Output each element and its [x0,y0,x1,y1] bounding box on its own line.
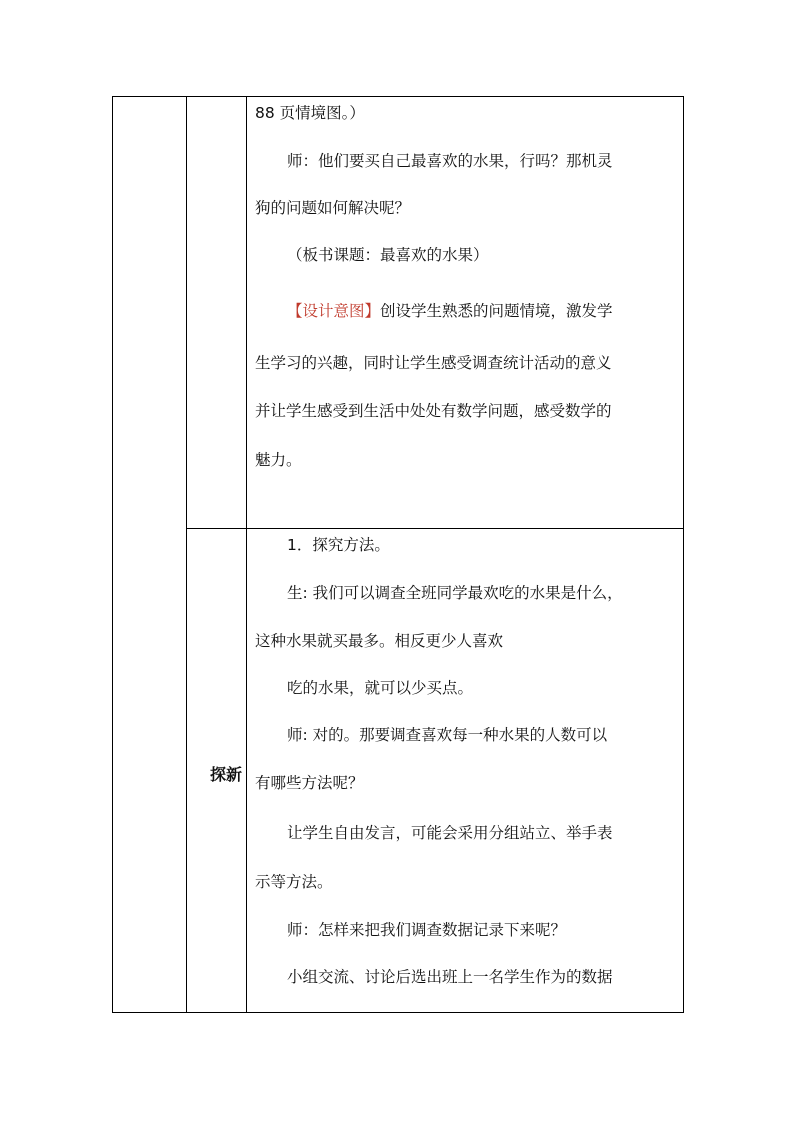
text-line: 师：怎样来把我们调查数据记录下来呢？ [287,921,567,939]
design-intent-line [255,301,613,321]
text-line: 并让学生感受到生活中处处有数学问题，感受数学的 [255,402,612,420]
text-line: 师: 对的。那要调查喜欢每一种水果的人数可以 [287,726,608,744]
text-line: 示等方法。 [255,873,333,891]
text-line: 有哪些方法呢？ [255,774,364,792]
text-line: 1．探究方法。 [287,536,390,554]
design-intent-tag: 【设计意图】 [287,302,381,320]
text-line: 狗的问题如何解决呢？ [255,199,411,217]
text-line: 生学习的兴趣，同时让学生感受调查统计活动的意义 [255,354,612,372]
section-label-explore: 探新 [209,765,242,784]
text-line: 师：他们要买自己最喜欢的水果，行吗？那机灵 [287,152,613,170]
text-line: 生: 我们可以调查全班同学最欢吃的水果是什么， [287,584,623,602]
text-line: 让学生自由发言，可能会采用分组站立、举手表 [287,824,613,842]
text-line: 吃的水果，就可以少买点。 [287,679,474,697]
lesson-table [112,96,684,1013]
text-line: （板书课题：最喜欢的水果） [287,246,489,264]
column-divider-2 [246,97,247,1012]
row-divider [186,528,683,529]
text-line: 小组交流、讨论后选出班上一名学生作为的数据 [287,968,613,986]
text-line: 这种水果就买最多。相反更少人喜欢 [255,632,504,650]
text-line: 88 页情境图。） [255,104,365,122]
column-divider-1 [186,97,187,1012]
text-line: 创设学生熟悉的问题情境，激发学 [380,302,613,320]
text-line: 魅力。 [255,451,302,469]
